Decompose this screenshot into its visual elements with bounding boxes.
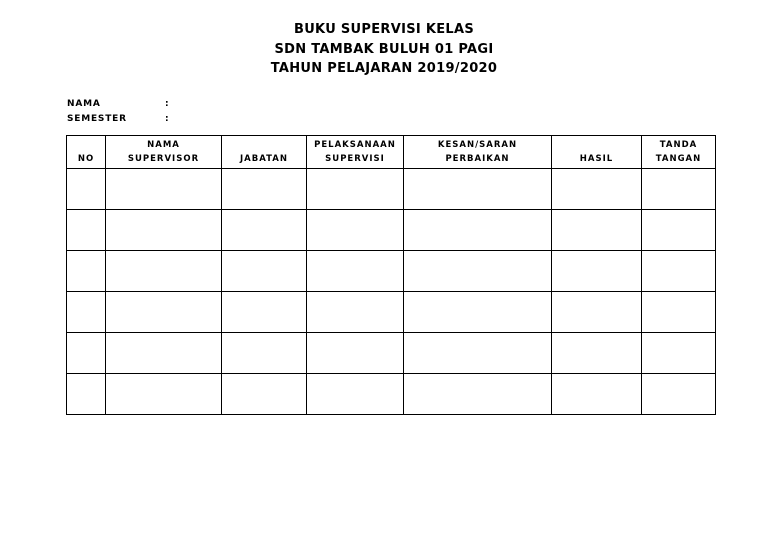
table-header-row bbox=[67, 136, 716, 169]
table-cell bbox=[307, 169, 404, 210]
semester-colon: : bbox=[165, 114, 170, 124]
document-title bbox=[0, 20, 768, 79]
title-line-1: BUKU SUPERVISI KELAS bbox=[293, 22, 474, 37]
table-row bbox=[67, 292, 716, 333]
table-cell bbox=[106, 292, 222, 333]
table-body bbox=[67, 169, 716, 415]
table-cell bbox=[307, 292, 404, 333]
table-cell bbox=[222, 333, 307, 374]
column-header-jabatan: JABATAN bbox=[222, 136, 307, 169]
supervision-table bbox=[66, 135, 716, 415]
table-cell bbox=[552, 169, 642, 210]
table-cell bbox=[307, 374, 404, 415]
table-cell bbox=[106, 251, 222, 292]
table-row bbox=[67, 374, 716, 415]
column-header-nama-supervisor: NAMA SUPERVISOR bbox=[106, 136, 222, 169]
table-cell bbox=[307, 210, 404, 251]
table-cell bbox=[404, 374, 552, 415]
semester-field bbox=[67, 114, 169, 124]
nama-field bbox=[67, 99, 169, 109]
column-header-no: NO bbox=[67, 136, 106, 169]
title-line-2: SDN TAMBAK BULUH 01 PAGI bbox=[274, 41, 494, 57]
table-cell bbox=[642, 292, 716, 333]
column-header-kesan-saran-perbaikan: KESAN/SARAN PERBAIKAN bbox=[404, 136, 552, 169]
table-cell bbox=[642, 210, 716, 251]
table-cell bbox=[404, 251, 552, 292]
table-row bbox=[67, 333, 716, 374]
column-header-tanda-tangan: TANDA TANGAN bbox=[642, 136, 716, 169]
table-cell bbox=[404, 169, 552, 210]
nama-colon: : bbox=[165, 99, 170, 109]
table-cell bbox=[552, 374, 642, 415]
table-cell bbox=[552, 292, 642, 333]
table-cell bbox=[67, 374, 106, 415]
table-cell bbox=[642, 374, 716, 415]
table-cell bbox=[67, 251, 106, 292]
table-cell bbox=[642, 333, 716, 374]
table-cell bbox=[106, 169, 222, 210]
title-line-3: TAHUN PELAJARAN 2019/2020 bbox=[270, 61, 498, 76]
table-cell bbox=[404, 210, 552, 251]
table-cell bbox=[222, 169, 307, 210]
table-cell bbox=[307, 333, 404, 374]
table-cell bbox=[552, 210, 642, 251]
table-cell bbox=[222, 374, 307, 415]
table-cell bbox=[404, 292, 552, 333]
table-cell bbox=[67, 292, 106, 333]
table-cell bbox=[307, 251, 404, 292]
table-cell bbox=[404, 333, 552, 374]
table-cell bbox=[642, 169, 716, 210]
table-row bbox=[67, 251, 716, 292]
table-row bbox=[67, 210, 716, 251]
table-cell bbox=[67, 169, 106, 210]
table-cell bbox=[106, 210, 222, 251]
table-cell bbox=[222, 292, 307, 333]
column-header-pelaksanaan-supervisi: PELAKSANAAN SUPERVISI bbox=[307, 136, 404, 169]
table-cell bbox=[552, 333, 642, 374]
semester-label: SEMESTER bbox=[67, 114, 127, 124]
table-cell bbox=[67, 333, 106, 374]
nama-label: NAMA bbox=[67, 99, 101, 109]
column-header-hasil: HASIL bbox=[552, 136, 642, 169]
table-cell bbox=[642, 251, 716, 292]
table-cell bbox=[222, 210, 307, 251]
table-cell bbox=[106, 374, 222, 415]
table-cell bbox=[222, 251, 307, 292]
table-cell bbox=[67, 210, 106, 251]
table-row bbox=[67, 169, 716, 210]
table-cell bbox=[552, 251, 642, 292]
table-cell bbox=[106, 333, 222, 374]
